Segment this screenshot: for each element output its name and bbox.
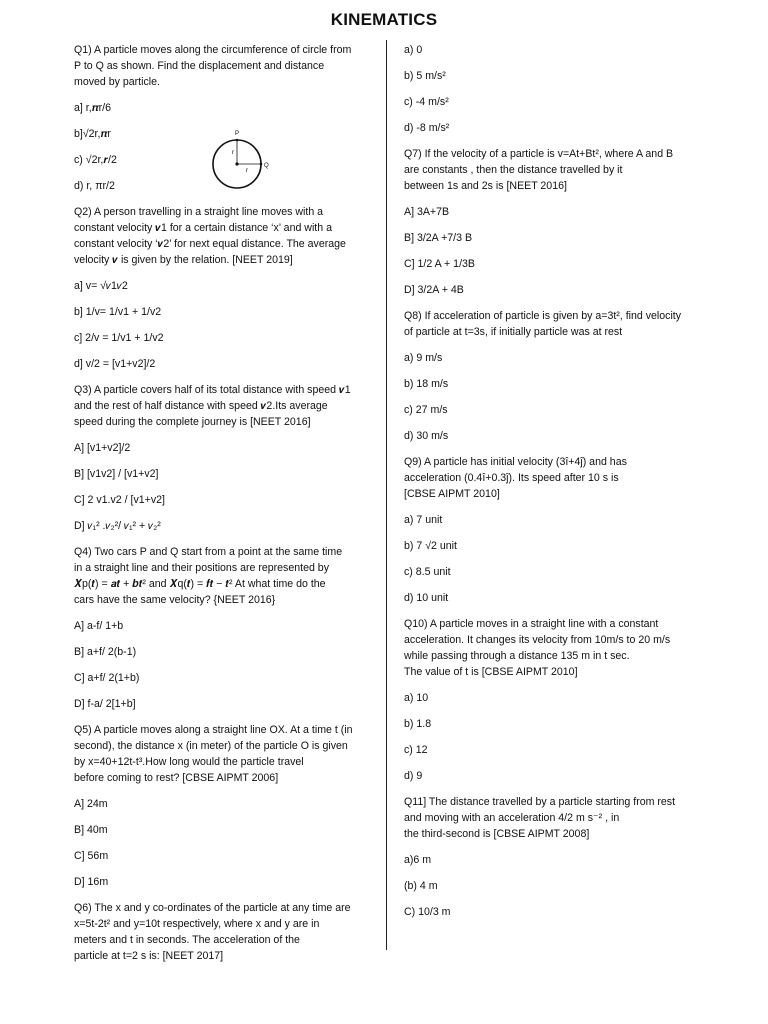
option-a: a] r,𝝅r/6 — [74, 102, 111, 114]
option-a: a) 9 m/s — [404, 352, 443, 364]
option-a: a) 10 — [404, 692, 429, 704]
question-text-line: and moving with an acceleration 4/2 m s⁻² , in — [404, 812, 620, 824]
column-divider — [386, 40, 387, 950]
question-text-line: Q10) A particle moves in a straight line with a constant — [404, 618, 659, 630]
question-text-line: speed during the complete journey is [NEET 2016] — [74, 416, 311, 428]
question-text-line: Q8) If acceleration of particle is given by a=3t², find velocity — [404, 310, 682, 322]
question-text-line: particle at t=2 s is: [NEET 2017] — [74, 950, 224, 962]
point-p — [236, 139, 239, 142]
question-text-line: Q6) The x and y co-ordinates of the particle at any time are — [74, 902, 351, 914]
option-a: a)6 m — [404, 854, 432, 866]
question-1 — [74, 42, 369, 90]
question-text-line: The value of t is [CBSE AIPMT 2010] — [404, 666, 578, 678]
option-c: C] 56m — [74, 850, 109, 862]
question-text-line: Q4) Two cars P and Q start from a point at the same time — [74, 546, 343, 558]
option-d: d) 9 — [404, 770, 423, 782]
option-c: C] a+f/ 2(1+b) — [74, 672, 140, 684]
option-d: D] 16m — [74, 876, 109, 888]
question-text-line: before coming to rest? [CBSE AIPMT 2006] — [74, 772, 279, 784]
option-d: d] v/2 = [v1+v2]/2 — [74, 358, 156, 370]
label-p: P — [235, 131, 240, 137]
option-a: a) 0 — [404, 44, 423, 56]
option-b: b) 7 √2 unit — [404, 540, 457, 552]
question-text-line: are constants , then the distance travelled by it — [404, 164, 623, 176]
center-point — [235, 162, 238, 165]
option-c: c) 27 m/s — [404, 404, 448, 416]
option-b: b] 1/v= 1/v1 + 1/v2 — [74, 306, 162, 318]
option-d: d) -8 m/s² — [404, 122, 450, 134]
question-text-line: x=5t-2t² and y=10t respectively, where x and y are in — [74, 918, 320, 930]
question-text-line: Q9) A particle has initial velocity (3î+4ĵ) and has — [404, 456, 627, 468]
question-text-line: Q2) A person travelling in a straight line moves with a — [74, 206, 324, 218]
question-text-line: meters and t in seconds. The acceleration of the — [74, 934, 300, 946]
option-b: (b) 4 m — [404, 880, 438, 892]
question-text-line: of particle at t=3s, if initially particle was at rest — [404, 326, 623, 338]
question-text-line: acceleration. It changes its velocity from 10m/s to 20 m/s — [404, 634, 671, 646]
option-d: D] 3/2A + 4B — [404, 284, 464, 296]
option-c: c) 12 — [404, 744, 428, 756]
option-a: A] [v1+v2]/2 — [74, 442, 131, 454]
option-b: B] 40m — [74, 824, 108, 836]
question-text-line: 𝑿p(𝒕) = 𝒂𝒕 + 𝒃𝒕² and 𝑿q(𝒕) = 𝒇𝒕 − 𝒕² At what time do the — [74, 578, 326, 590]
question-text-line: while passing through a distance 135 m in t sec. — [404, 650, 630, 662]
question-7 — [404, 146, 704, 194]
option-a: a) 7 unit — [404, 514, 443, 526]
option-a: A] 24m — [74, 798, 108, 810]
option-a: A] a-f/ 1+b — [74, 620, 124, 632]
right-column — [404, 42, 704, 920]
label-r-horizontal: r — [246, 168, 248, 174]
page-title: KINEMATICS — [330, 10, 438, 29]
option-c: c) 8.5 unit — [404, 566, 451, 578]
option-c: c) √2r,𝒓/2 — [74, 154, 117, 166]
option-d: D] f-a/ 2[1+b] — [74, 698, 136, 710]
option-d: d) 10 unit — [404, 592, 449, 604]
option-b: b) 5 m/s² — [404, 70, 446, 82]
option-c: C) 10/3 m — [404, 906, 451, 918]
label-q: Q — [264, 163, 269, 169]
label-r-vertical: r — [232, 150, 234, 156]
question-text-line: Q11] The distance travelled by a particle starting from rest — [404, 796, 676, 808]
option-d: d) 30 m/s — [404, 430, 449, 442]
question-text-line: constant velocity 𝒗1 for a certain distance ‘x’ and with a — [74, 222, 332, 234]
question-3 — [74, 382, 369, 430]
option-b: B] [v1v2] / [v1+v2] — [74, 468, 159, 480]
question-text-line: velocity 𝒗 is given by the relation. [NEET 2019] — [74, 254, 293, 266]
option-d: d) r, πr/2 — [74, 180, 115, 192]
circle-diagram — [206, 126, 286, 194]
option-b: b) 18 m/s — [404, 378, 449, 390]
option-b: b) 1.8 — [404, 718, 432, 730]
option-b: B] 3/2A +7/3 B — [404, 232, 473, 244]
question-text-line: P to Q as shown. Find the displacement and distance — [74, 60, 325, 72]
question-5 — [74, 722, 369, 786]
question-text-line: second), the distance x (in meter) of the particle O is given — [74, 740, 348, 752]
question-text-line: moved by particle. — [74, 76, 160, 88]
question-4 — [74, 544, 369, 608]
question-text-line: the third-second is [CBSE AIPMT 2008] — [404, 828, 590, 840]
option-c: c] 2/v = 1/v1 + 1/v2 — [74, 332, 164, 344]
question-text-line: Q1) A particle moves along the circumference of circle from — [74, 44, 352, 56]
question-text-line: constant velocity ‘𝒗2’ for next equal distance. The average — [74, 238, 346, 250]
option-b: b]√2r,𝝅r — [74, 128, 111, 140]
question-text-line: between 1s and 2s is [NEET 2016] — [404, 180, 567, 192]
option-c: c) -4 m/s² — [404, 96, 449, 108]
option-c: C] 1/2 A + 1/3B — [404, 258, 475, 270]
option-d: D] 𝑣₁² .𝑣₂²/ 𝑣₁² + 𝑣₂² — [74, 520, 161, 532]
point-q — [260, 163, 263, 166]
question-8 — [404, 308, 704, 340]
question-text-line: Q7) If the velocity of a particle is v=At+Bt², where A and B — [404, 148, 674, 160]
question-text-line: [CBSE AIPMT 2010] — [404, 488, 500, 500]
question-text-line: and the rest of half distance with speed 𝒗2.Its average — [74, 400, 328, 412]
question-text-line: Q3) A particle covers half of its total distance with speed 𝒗1 — [74, 384, 351, 396]
question-6 — [74, 900, 369, 964]
option-a: A] 3A+7B — [404, 206, 450, 218]
question-text-line: Q5) A particle moves along a straight line OX. At a time t (in — [74, 724, 353, 736]
question-9 — [404, 454, 704, 502]
option-c: C] 2 v1.v2 / [v1+v2] — [74, 494, 165, 506]
question-text-line: in a straight line and their positions are represented by — [74, 562, 329, 574]
option-a: a] v= √𝑣1𝑣2 — [74, 280, 128, 292]
question-text-line: acceleration (0.4î+0.3ĵ). Its speed after 10 s is — [404, 472, 619, 484]
question-11 — [404, 794, 704, 842]
question-text-line: by x=40+12t-t³.How long would the particle travel — [74, 756, 304, 768]
question-2 — [74, 204, 369, 268]
question-10 — [404, 616, 704, 680]
question-text-line: cars have the same velocity? {NEET 2016} — [74, 594, 276, 606]
option-b: B] a+f/ 2(b-1) — [74, 646, 137, 658]
